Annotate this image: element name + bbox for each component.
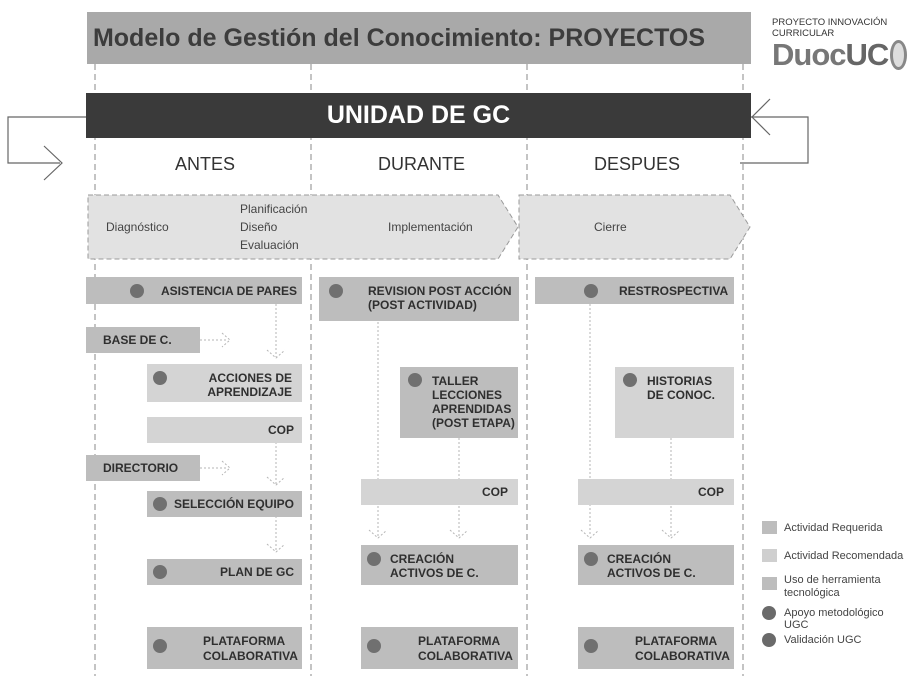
legend-swatch-herramienta bbox=[762, 577, 777, 590]
phase-durante: DURANTE bbox=[378, 154, 466, 174]
seal-icon bbox=[890, 40, 907, 70]
step-diseno: Diseño bbox=[240, 220, 278, 234]
box-label: COLABORATIVA bbox=[635, 649, 730, 663]
box-label: ACTIVOS DE C. bbox=[390, 566, 479, 580]
legend-label: Uso de herramienta bbox=[784, 574, 881, 586]
step-planificacion: Planificación bbox=[240, 202, 308, 216]
box-plataforma-colaborativa-antes bbox=[147, 627, 302, 669]
box-label: APRENDIZAJE bbox=[207, 385, 292, 399]
logo-line-1: PROYECTO INNOVACIÓN bbox=[772, 17, 888, 28]
dot-icon bbox=[153, 639, 167, 653]
dot-icon bbox=[584, 552, 598, 566]
phase-antes: ANTES bbox=[175, 154, 236, 174]
box-label: (POST ETAPA) bbox=[432, 416, 515, 430]
box-directorio bbox=[86, 455, 200, 481]
box-creacion-activos-despues bbox=[578, 545, 734, 585]
box-label: COLABORATIVA bbox=[203, 649, 298, 663]
box-label: BASE DE C. bbox=[103, 333, 172, 347]
box-label: APRENDIDAS bbox=[432, 402, 512, 416]
box-label: SELECCIÓN EQUIPO bbox=[173, 497, 294, 511]
box-label: PLAN DE GC bbox=[219, 565, 294, 579]
box-label: ACTIVOS DE C. bbox=[607, 566, 696, 580]
box-cop-durante bbox=[361, 479, 518, 505]
box-cop-despues bbox=[578, 479, 734, 505]
box-plataforma-colaborativa-despues bbox=[578, 627, 734, 669]
box-asistencia-de-pares bbox=[86, 277, 302, 304]
box-seleccion-equipo bbox=[147, 491, 302, 517]
dot-icon bbox=[584, 639, 598, 653]
step-cierre: Cierre bbox=[594, 220, 627, 234]
dot-icon bbox=[153, 565, 167, 579]
box-label: (POST ACTIVIDAD) bbox=[368, 298, 477, 312]
box-label: PLATAFORMA bbox=[203, 634, 286, 648]
box-label: PLATAFORMA bbox=[418, 634, 501, 648]
logo bbox=[772, 17, 907, 72]
box-label: PLATAFORMA bbox=[635, 634, 718, 648]
dot-icon bbox=[623, 373, 637, 387]
box-label: DE CONOC. bbox=[647, 388, 716, 402]
box-historias-de-conoc bbox=[615, 367, 734, 438]
legend-dot-apoyo bbox=[762, 606, 776, 620]
box-label: ACCIONES DE bbox=[208, 371, 292, 385]
unit-banner: UNIDAD DE GC bbox=[86, 93, 751, 138]
dot-icon bbox=[584, 284, 598, 298]
box-label: COLABORATIVA bbox=[418, 649, 513, 663]
box-label: REVISION POST ACCIÓN bbox=[368, 284, 512, 298]
box-plataforma-colaborativa-durante bbox=[361, 627, 518, 669]
dot-icon bbox=[130, 284, 144, 298]
box-label: DIRECTORIO bbox=[103, 461, 179, 475]
box-taller-lecciones-aprendidas bbox=[400, 367, 518, 438]
box-creacion-activos-durante bbox=[361, 545, 518, 585]
box-base-de-c bbox=[86, 327, 200, 353]
box-cop bbox=[147, 417, 302, 443]
dot-icon bbox=[153, 371, 167, 385]
box-acciones-de-aprendizaje bbox=[147, 364, 302, 402]
box-label: LECCIONES bbox=[432, 388, 503, 402]
box-label: RESTROSPECTIVA bbox=[619, 284, 729, 298]
legend-dot-validacion bbox=[762, 633, 776, 647]
step-diagnostico: Diagnóstico bbox=[106, 220, 169, 234]
logo-uc: UC bbox=[845, 37, 889, 72]
box-restrospectiva bbox=[535, 277, 734, 304]
dot-icon bbox=[367, 639, 381, 653]
dot-icon bbox=[329, 284, 343, 298]
dot-icon bbox=[408, 373, 422, 387]
legend-label: Actividad Recomendada bbox=[784, 550, 904, 562]
page-title: Modelo de Gestión del Conocimiento: PROYECTOS bbox=[92, 23, 706, 52]
box-label: HISTORIAS bbox=[647, 374, 713, 388]
box-label: ASISTENCIA DE PARES bbox=[161, 284, 298, 298]
dot-icon bbox=[367, 552, 381, 566]
legend-label: Validación UGC bbox=[784, 634, 862, 646]
box-plan-de-gc bbox=[147, 559, 302, 585]
legend-label: tecnológica bbox=[784, 587, 840, 599]
logo-line-2: CURRICULAR bbox=[772, 28, 835, 39]
box-label: COP bbox=[697, 485, 724, 499]
legend-label: Apoyo metodológico UGC bbox=[784, 607, 884, 631]
logo-word: Duoc bbox=[772, 37, 846, 72]
step-evaluacion: Evaluación bbox=[240, 238, 299, 252]
box-label: COP bbox=[267, 423, 294, 437]
phase-despues: DESPUES bbox=[594, 154, 681, 174]
legend-swatch-recomendada bbox=[762, 549, 777, 562]
legend-label: Actividad Requerida bbox=[784, 522, 883, 534]
box-revision-post-accion bbox=[319, 277, 519, 321]
box-label: CREACIÓN bbox=[390, 552, 455, 566]
box-label: TALLER bbox=[432, 374, 479, 388]
step-implementacion: Implementación bbox=[388, 220, 473, 234]
box-label: CREACIÓN bbox=[607, 552, 672, 566]
legend bbox=[762, 518, 907, 648]
legend-swatch-requerida bbox=[762, 521, 777, 534]
box-label: COP bbox=[481, 485, 508, 499]
dot-icon bbox=[153, 497, 167, 511]
